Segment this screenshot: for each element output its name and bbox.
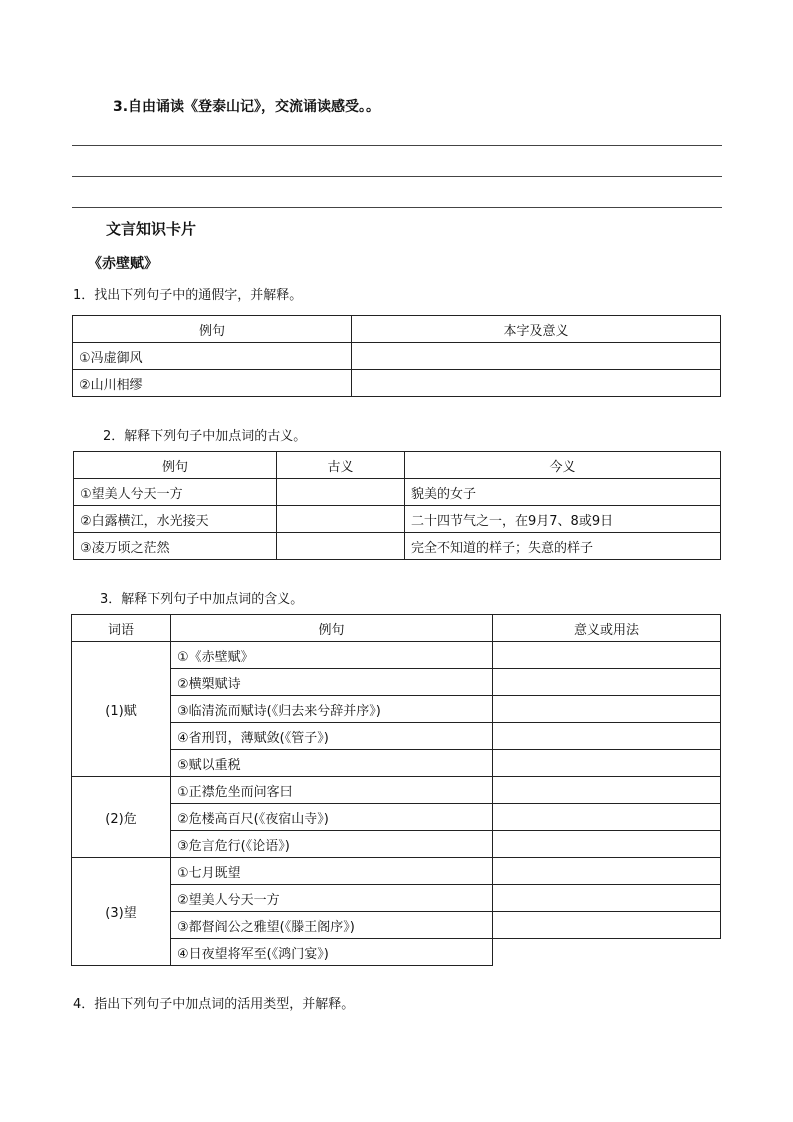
q3-usage-cell[interactable] <box>493 912 721 939</box>
q2-header-modern: 今义 <box>405 452 721 479</box>
q1-table <box>72 315 721 397</box>
q1-sentence: ②山川相缪 <box>73 370 352 397</box>
q3-usage-cell[interactable] <box>493 642 721 669</box>
q1-header-meaning: 本字及意义 <box>352 316 721 343</box>
q1-header-sentence: 例句 <box>73 316 352 343</box>
q1-answer-cell[interactable] <box>352 370 721 397</box>
q3-word: (1)赋 <box>72 642 171 777</box>
q2-prompt: 2．解释下列句子中加点词的古义。 <box>103 429 307 444</box>
q2-table <box>73 451 721 560</box>
table-row <box>74 479 721 506</box>
q3-usage-cell[interactable] <box>493 696 721 723</box>
q3-word: (2)危 <box>72 777 171 858</box>
q3-usage-cell[interactable] <box>493 723 721 750</box>
q3-prompt: 3．解释下列句子中加点词的含义。 <box>100 592 304 607</box>
text-title: 《赤壁赋》 <box>88 256 158 272</box>
q2-header-ancient: 古义 <box>277 452 405 479</box>
q3-usage-cell[interactable] <box>493 777 721 804</box>
q2-ancient-cell[interactable] <box>277 479 405 506</box>
q3-usage-cell[interactable] <box>493 885 721 912</box>
q3-header-sentence: 例句 <box>171 615 493 642</box>
q3-sentence: ③危言危行(《论语》) <box>171 831 493 858</box>
card-title: 文言知识卡片 <box>106 220 197 238</box>
q3-usage-cell[interactable] <box>493 858 721 885</box>
q3-sentence: ①正襟危坐而问客曰 <box>171 777 493 804</box>
table-row <box>74 506 721 533</box>
q3-sentence: ⑤赋以重税 <box>171 750 493 777</box>
q1-prompt: 1．找出下列句子中的通假字，并解释。 <box>73 288 303 303</box>
q3-usage-cell[interactable] <box>493 831 721 858</box>
q3-table <box>71 614 721 966</box>
q2-sentence: ①望美人兮天一方 <box>74 479 277 506</box>
q3-sentence: ②危楼高百尺(《夜宿山寺》) <box>171 804 493 831</box>
q2-ancient-cell[interactable] <box>277 506 405 533</box>
q3-usage-cell[interactable] <box>493 750 721 777</box>
q3-usage-cell[interactable] <box>493 804 721 831</box>
q3-header-word: 词语 <box>72 615 171 642</box>
section3-title: 3.自由诵读《登泰山记》，交流诵读感受。。 <box>113 99 381 115</box>
q1-sentence: ①冯虚御风 <box>73 343 352 370</box>
q3-sentence: ②横槊赋诗 <box>171 669 493 696</box>
table-row <box>73 343 721 370</box>
q2-modern-meaning: 貌美的女子 <box>405 479 721 506</box>
q2-modern-meaning: 完全不知道的样子；失意的样子 <box>405 533 721 560</box>
table-row <box>74 533 721 560</box>
q1-answer-cell[interactable] <box>352 343 721 370</box>
q3-sentence: ③临清流而赋诗(《归去来兮辞并序》) <box>171 696 493 723</box>
q2-ancient-cell[interactable] <box>277 533 405 560</box>
q3-usage-cell[interactable] <box>493 939 721 966</box>
q3-sentence: ④日夜望将军至(《鸿门宴》) <box>171 939 493 966</box>
q3-header-usage: 意义或用法 <box>493 615 721 642</box>
q3-sentence: ③都督阎公之雅望(《滕王阁序》) <box>171 912 493 939</box>
answer-line-1 <box>72 145 722 146</box>
table-row <box>73 370 721 397</box>
q2-sentence: ②白露横江，水光接天 <box>74 506 277 533</box>
q3-sentence: ①七月既望 <box>171 858 493 885</box>
answer-line-2 <box>72 176 722 177</box>
answer-line-3 <box>72 207 722 208</box>
q2-header-sentence: 例句 <box>74 452 277 479</box>
table-row <box>72 777 721 804</box>
q3-word: (3)望 <box>72 858 171 966</box>
q3-sentence: ①《赤壁赋》 <box>171 642 493 669</box>
q4-prompt: 4．指出下列句子中加点词的活用类型，并解释。 <box>73 997 355 1012</box>
q3-sentence: ④省刑罚，薄赋敛(《管子》) <box>171 723 493 750</box>
q3-usage-cell[interactable] <box>493 669 721 696</box>
table-row <box>72 858 721 885</box>
q3-sentence: ②望美人兮天一方 <box>171 885 493 912</box>
q2-modern-meaning: 二十四节气之一，在9月7、8或9日 <box>405 506 721 533</box>
table-row <box>72 642 721 669</box>
q2-sentence: ③凌万顷之茫然 <box>74 533 277 560</box>
